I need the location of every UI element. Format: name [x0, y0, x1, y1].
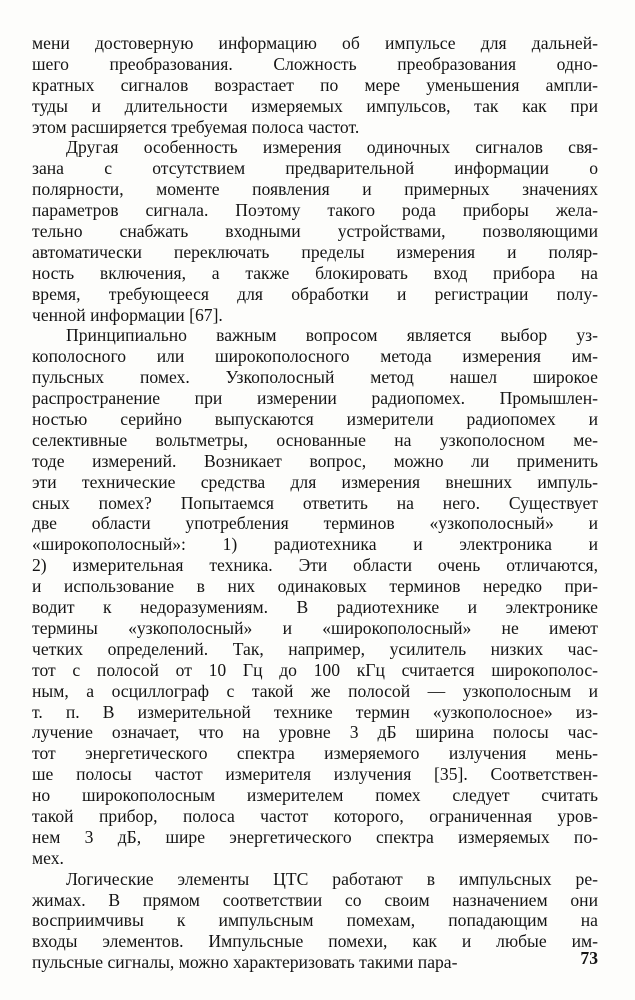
text-line: время, требующееся для обработки и регистрации полу- [32, 283, 598, 304]
text-line: восприимчивы к импульсным помехам, попадающим на [32, 910, 598, 931]
text-line: и использование в них одинаковых терминов нередко при- [32, 576, 598, 597]
paragraph [32, 325, 598, 868]
text-line: эти технические средства для измерения внешних импуль- [32, 471, 598, 492]
text-line: т. п. В измерительной технике термин «узкополосное» из- [32, 701, 598, 722]
text-line: ность включения, а также блокировать вход прибора на [32, 262, 598, 283]
text-line: пульсных помех. Узкополосный метод нашел широкое [32, 367, 598, 388]
text-line: сных помех? Попытаемся ответить на него. Существует [32, 492, 598, 513]
text-line: параметров сигнала. Поэтому такого рода приборы жела- [32, 200, 598, 221]
text-line: но широкополосным измерителем помех следует считать [32, 785, 598, 806]
text-line: тот с полосой от 10 Гц до 100 кГц считается широкополос- [32, 659, 598, 680]
page-number: 73 [580, 948, 598, 968]
text-line: мех. [32, 847, 64, 868]
text-line: полярности, моменте появления и примерных значениях [32, 179, 598, 200]
text-line: селективные вольтметры, основанные на узкополосном ме- [32, 429, 598, 450]
text-line: «широкополосный»: 1) радиотехника и электроника и [32, 534, 598, 555]
text-line: ченной информации [67]. [32, 304, 223, 325]
text-line: 2) измерительная техника. Эти области очень отличаются, [32, 555, 598, 576]
paragraph [32, 33, 598, 137]
text-line: туды и длительности измеряемых импульсов, так как при [32, 95, 598, 116]
text-line: тот энергетического спектра измеряемого излучения мень- [32, 743, 598, 764]
text-line: зана с отсутствием предварительной информации о [32, 158, 598, 179]
text-line: две области употребления терминов «узкополосный» и [32, 513, 598, 534]
text-line: автоматически переключать пределы измерения и поляр- [32, 241, 598, 262]
text-line: Логические элементы ЦТС работают в импульсных ре- [66, 868, 598, 889]
text-line: тельно снабжать входными устройствами, позволяющими [32, 221, 598, 242]
text-line: такой прибор, полоса частот которого, ограниченная уров- [32, 805, 598, 826]
text-line: тоде измерений. Возникает вопрос, можно ли применить [32, 450, 598, 471]
text-line: входы элементов. Импульсные помехи, как и любые им- [32, 931, 598, 952]
paragraph [32, 869, 598, 973]
text-line: мени достоверную информацию об импульсе для дальней- [32, 33, 598, 53]
text-line: Принципиально важным вопросом является выбор уз- [66, 325, 598, 346]
text-line: пульсные сигналы, можно характеризовать такими пара- [32, 952, 458, 973]
text-line: ностью серийно выпускаются измерители радиопомех и [32, 409, 598, 430]
text-line: шего преобразования. Сложность преобразования одно- [32, 53, 598, 74]
text-line: этом расширяется требуемая полоса частот. [32, 116, 360, 137]
text-line: жимах. В прямом соответствии со своим назначением они [32, 889, 598, 910]
text-line: лучение означает, что на уровне 3 дБ ширина полосы час- [32, 722, 598, 743]
text-line: кополосного или широкополосного метода измерения им- [32, 346, 598, 367]
body-text [32, 33, 598, 973]
text-line: водит к недоразумениям. В радиотехнике и электронике [32, 597, 598, 618]
text-line: четких определений. Так, например, усилитель низких час- [32, 638, 598, 659]
text-line: термины «узкополосный» и «широкополосный» не имеют [32, 617, 598, 638]
text-line: распространение при измерении радиопомех. Промышлен- [32, 388, 598, 409]
text-line: кратных сигналов возрастает по мере уменьшения ампли- [32, 74, 598, 95]
text-line: ным, а осциллограф с такой же полосой — узкополосным и [32, 680, 598, 701]
paragraph [32, 137, 598, 325]
text-line: нем 3 дБ, шире энергетического спектра измеряемых по- [32, 826, 598, 847]
text-line: Другая особенность измерения одиночных сигналов свя- [66, 137, 598, 158]
text-line: ше полосы частот измерителя излучения [35]. Соответствен- [32, 764, 598, 785]
